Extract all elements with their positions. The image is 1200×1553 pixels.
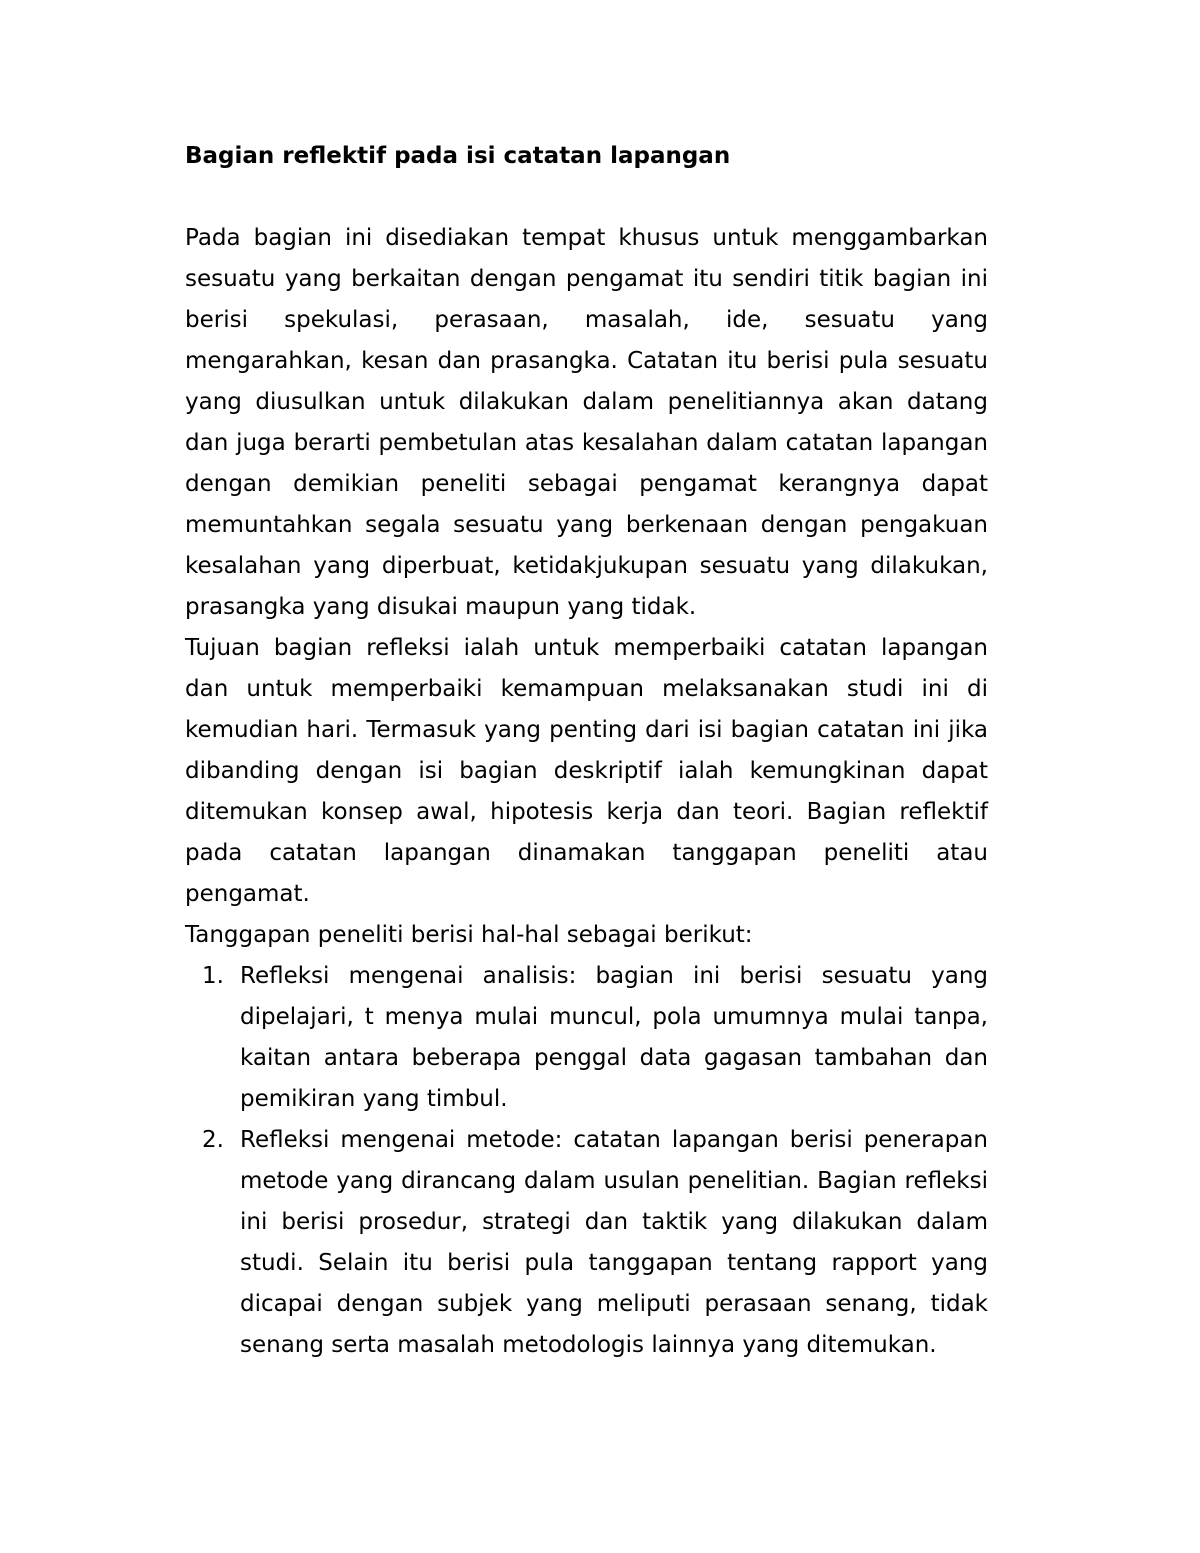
paragraph-purpose: Tujuan bagian refleksi ialah untuk memperbaiki catatan lapangan dan untuk memperbaiki kemampuan melaksanakan studi ini di kemudian hari. Termasuk yang penting dari isi bagian catatan ini jika dibanding dengan isi bagian deskriptif ialah kemungkinan dapat ditemukan konsep awal, hipotesis kerja dan teori. Bagian reflektif pada catatan lapangan dinamakan tanggapan peneliti atau pengamat. xyxy=(185,635,988,907)
list-number: 2. xyxy=(202,1127,224,1153)
list-item-text: Refleksi mengenai metode: catatan lapangan berisi penerapan metode yang dirancang dalam usulan penelitian. Bagian refleksi ini berisi prosedur, strategi dan taktik yang dilakukan dalam studi. Selain itu berisi pula tanggapan tentang rapport yang dicapai dengan subjek yang meliputi perasaan senang, tidak senang serta masalah metodologis lainnya yang ditemukan. xyxy=(240,1127,988,1358)
list-number: 1. xyxy=(202,963,224,989)
document-title: Bagian reflektif pada isi catatan lapangan xyxy=(185,143,731,169)
paragraph-list-intro: Tanggapan peneliti berisi hal-hal sebagai berikut: xyxy=(185,922,753,948)
list-item xyxy=(185,956,988,1120)
list-item-text: Refleksi mengenai analisis: bagian ini berisi sesuatu yang dipelajari, t menya mulai muncul, pola umumnya mulai tanpa, kaitan antara beberapa penggal data gagasan tambahan dan pemikiran yang timbul. xyxy=(240,963,988,1112)
list-item xyxy=(185,1120,988,1366)
document-page xyxy=(185,136,988,1366)
numbered-list xyxy=(185,956,988,1366)
blank-line xyxy=(185,177,988,218)
paragraph-intro: Pada bagian ini disediakan tempat khusus untuk menggambarkan sesuatu yang berkaitan dengan pengamat itu sendiri titik bagian ini berisi spekulasi, perasaan, masalah, ide, sesuatu yang mengarahkan, kesan dan prasangka. Catatan itu berisi pula sesuatu yang diusulkan untuk dilakukan dalam penelitiannya akan datang dan juga berarti pembetulan atas kesalahan dalam catatan lapangan dengan demikian peneliti sebagai pengamat kerangnya dapat memuntahkan segala sesuatu yang berkenaan dengan pengakuan kesalahan yang diperbuat, ketidakjukupan sesuatu yang dilakukan, prasangka yang disukai maupun yang tidak. xyxy=(185,225,988,620)
